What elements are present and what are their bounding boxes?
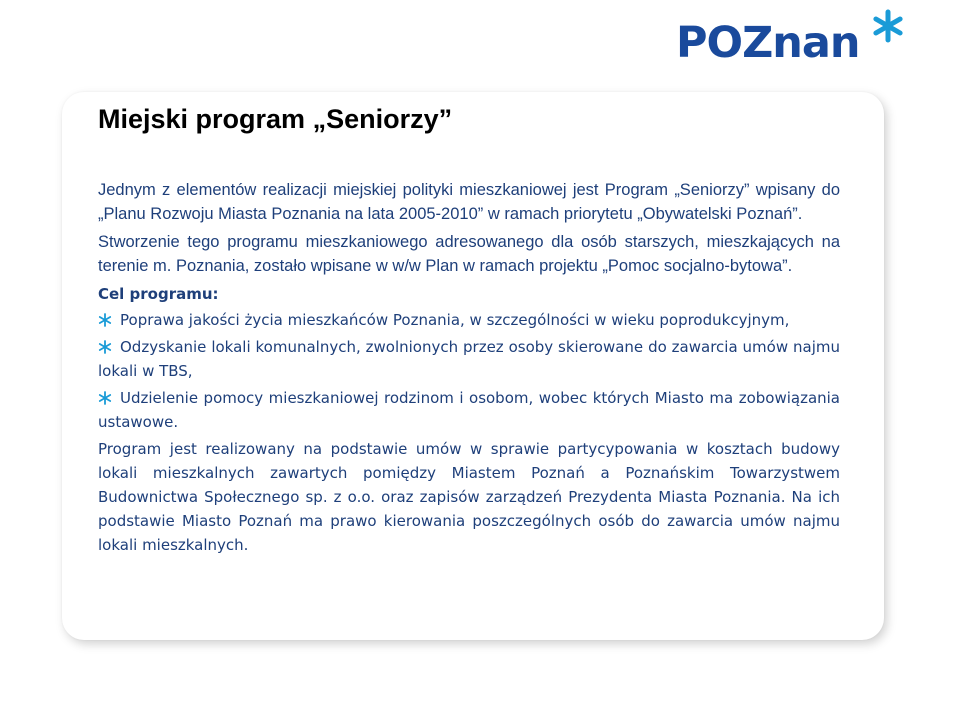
goal-item xyxy=(98,386,840,434)
intro-paragraph: Jednym z elementów realizacji miejskiej polityki mieszkaniowej jest Program „Seniorzy” wpisany do „Planu Rozwoju Miasta Poznania na lata 2005-2010” w ramach priorytetu „Obywatelski Poznań”. xyxy=(98,181,840,223)
goal-item xyxy=(98,308,840,332)
page-title: Miejski program „Seniorzy” xyxy=(98,104,453,134)
asterisk-bullet-icon xyxy=(98,340,112,354)
asterisk-bullet-icon xyxy=(98,313,112,327)
goal-text: Udzielenie pomocy mieszkaniowej rodzinom i osobom, wobec których Miasto ma zobowiązania ustawowe. xyxy=(98,389,840,431)
goal-text: Odzyskanie lokali komunalnych, zwolnionych przez osoby skierowane do zawarcia umów najmu lokali w TBS, xyxy=(98,338,840,380)
goal-text: Poprawa jakości życia mieszkańców Poznania, w szczególności w wieku poprodukcyjnym, xyxy=(120,311,790,329)
asterisk-star-icon xyxy=(870,8,906,44)
closing-paragraph: Program jest realizowany na podstawie umów w sprawie partycypowania w kosztach budowy lokali mieszkalnych zawartych pomiędzy Miastem Poznań a Poznańskim Towarzystwem Budownictwa Społecznego sp. z o.o. oraz zapisów zarządzeń Prezydenta Miasta Poznania. Na ich podstawie Miasto Poznań ma prawo kierowania poszczególnych osób do zawarcia umów najmu lokali mieszkalnych. xyxy=(98,440,840,554)
logo-wordmark: POZnan xyxy=(676,18,860,68)
poznan-logo xyxy=(672,8,912,72)
goals-heading: Cel programu: xyxy=(98,285,219,303)
intro-paragraph: Stworzenie tego programu mieszkaniowego adresowanego dla osób starszych, mieszkających na terenie m. Poznania, zostało wpisane w w/w Plan w ramach projektu „Pomoc socjalno-bytowa”. xyxy=(98,233,840,275)
asterisk-bullet-icon xyxy=(98,391,112,405)
goal-item xyxy=(98,335,840,383)
slide-content xyxy=(98,178,840,559)
